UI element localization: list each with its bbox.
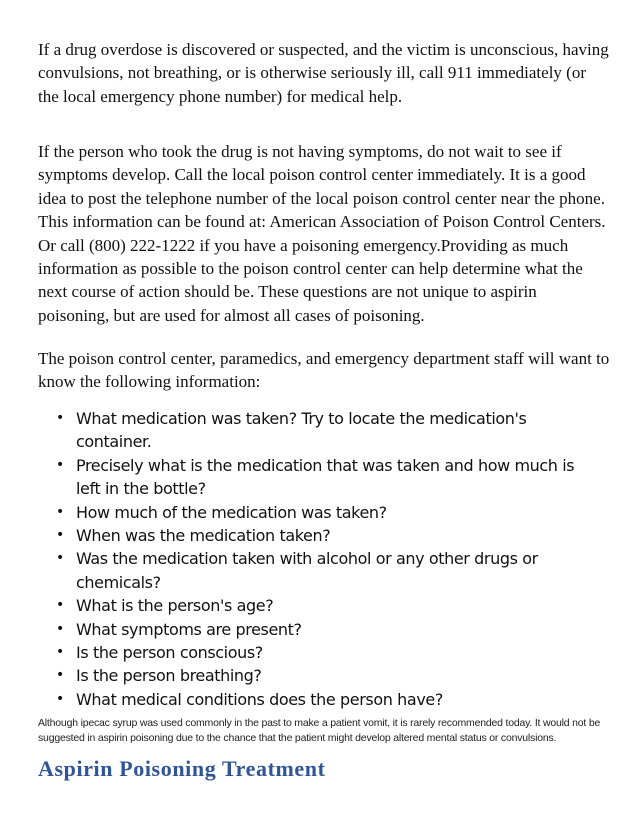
list-item <box>56 501 596 524</box>
list-item <box>56 618 596 641</box>
bullet-icon: • <box>56 503 64 520</box>
list-item <box>56 594 596 617</box>
paragraph-overdose-call-911: If a drug overdose is discovered or suspected, and the victim is unconscious, having convulsions, not breathing, or is otherwise seriously ill, call 911 immediately (or the local emergency phone number) for medical help. <box>38 40 609 106</box>
bullet-icon: • <box>56 597 64 614</box>
list-item-text: What medical conditions does the person have? <box>76 689 443 709</box>
list-item <box>56 688 596 711</box>
list-item-text: Was the medication taken with alcohol or any other drugs or chemicals? <box>76 549 538 592</box>
bullet-icon: • <box>56 690 64 707</box>
list-item-text: Is the person conscious? <box>76 643 263 663</box>
bullet-icon: • <box>56 644 64 661</box>
bullet-icon: • <box>56 456 64 473</box>
list-item-text: Is the person breathing? <box>76 666 262 686</box>
information-checklist <box>56 407 596 711</box>
list-item-text: What is the person's age? <box>76 596 274 616</box>
list-item <box>56 664 596 687</box>
list-item-text: What symptoms are present? <box>76 619 302 639</box>
list-item-text: How much of the medication was taken? <box>76 502 387 522</box>
ipecac-note: Although ipecac syrup was used commonly in the past to make a patient vomit, it is rarely recommended today. It would not be suggested in aspirin poisoning due to the chance that the patient might develop altered mental status or convulsions. <box>38 717 601 744</box>
list-item-text: Precisely what is the medication that was taken and how much is left in the bottle? <box>76 455 575 499</box>
list-item <box>56 641 596 664</box>
bullet-icon: • <box>56 667 64 684</box>
paragraph-poison-control: If the person who took the drug is not having symptoms, do not wait to see if symptoms develop. Call the local poison control center immediately. It is a good idea to post the telephone number of the local poison control center near the phone. This information can be found at: American Association of Poison Control Centers. Or call (800) 222-1222 if you have a poisoning emergency.Providing as much information as possible to the poison control center can help determine what the next course of action should be. These questions are not unique to aspirin poisoning, but are used for almost all cases of poisoning. <box>38 142 606 325</box>
bullet-icon: • <box>56 410 64 426</box>
bullet-icon: • <box>56 620 64 637</box>
list-item <box>56 524 596 547</box>
list-item-text: When was the medication taken? <box>76 526 331 546</box>
bullet-icon: • <box>56 527 64 544</box>
list-item <box>56 547 596 594</box>
section-heading: Aspirin Poisoning Treatment <box>38 756 326 781</box>
bullet-icon: • <box>56 550 64 567</box>
list-item-text: What medication was taken? Try to locate the medication's container. <box>76 409 527 452</box>
paragraph-information-intro: The poison control center, paramedics, and emergency department staff will want to know the following information: <box>38 349 610 392</box>
list-item <box>56 407 596 454</box>
list-item <box>56 454 596 501</box>
